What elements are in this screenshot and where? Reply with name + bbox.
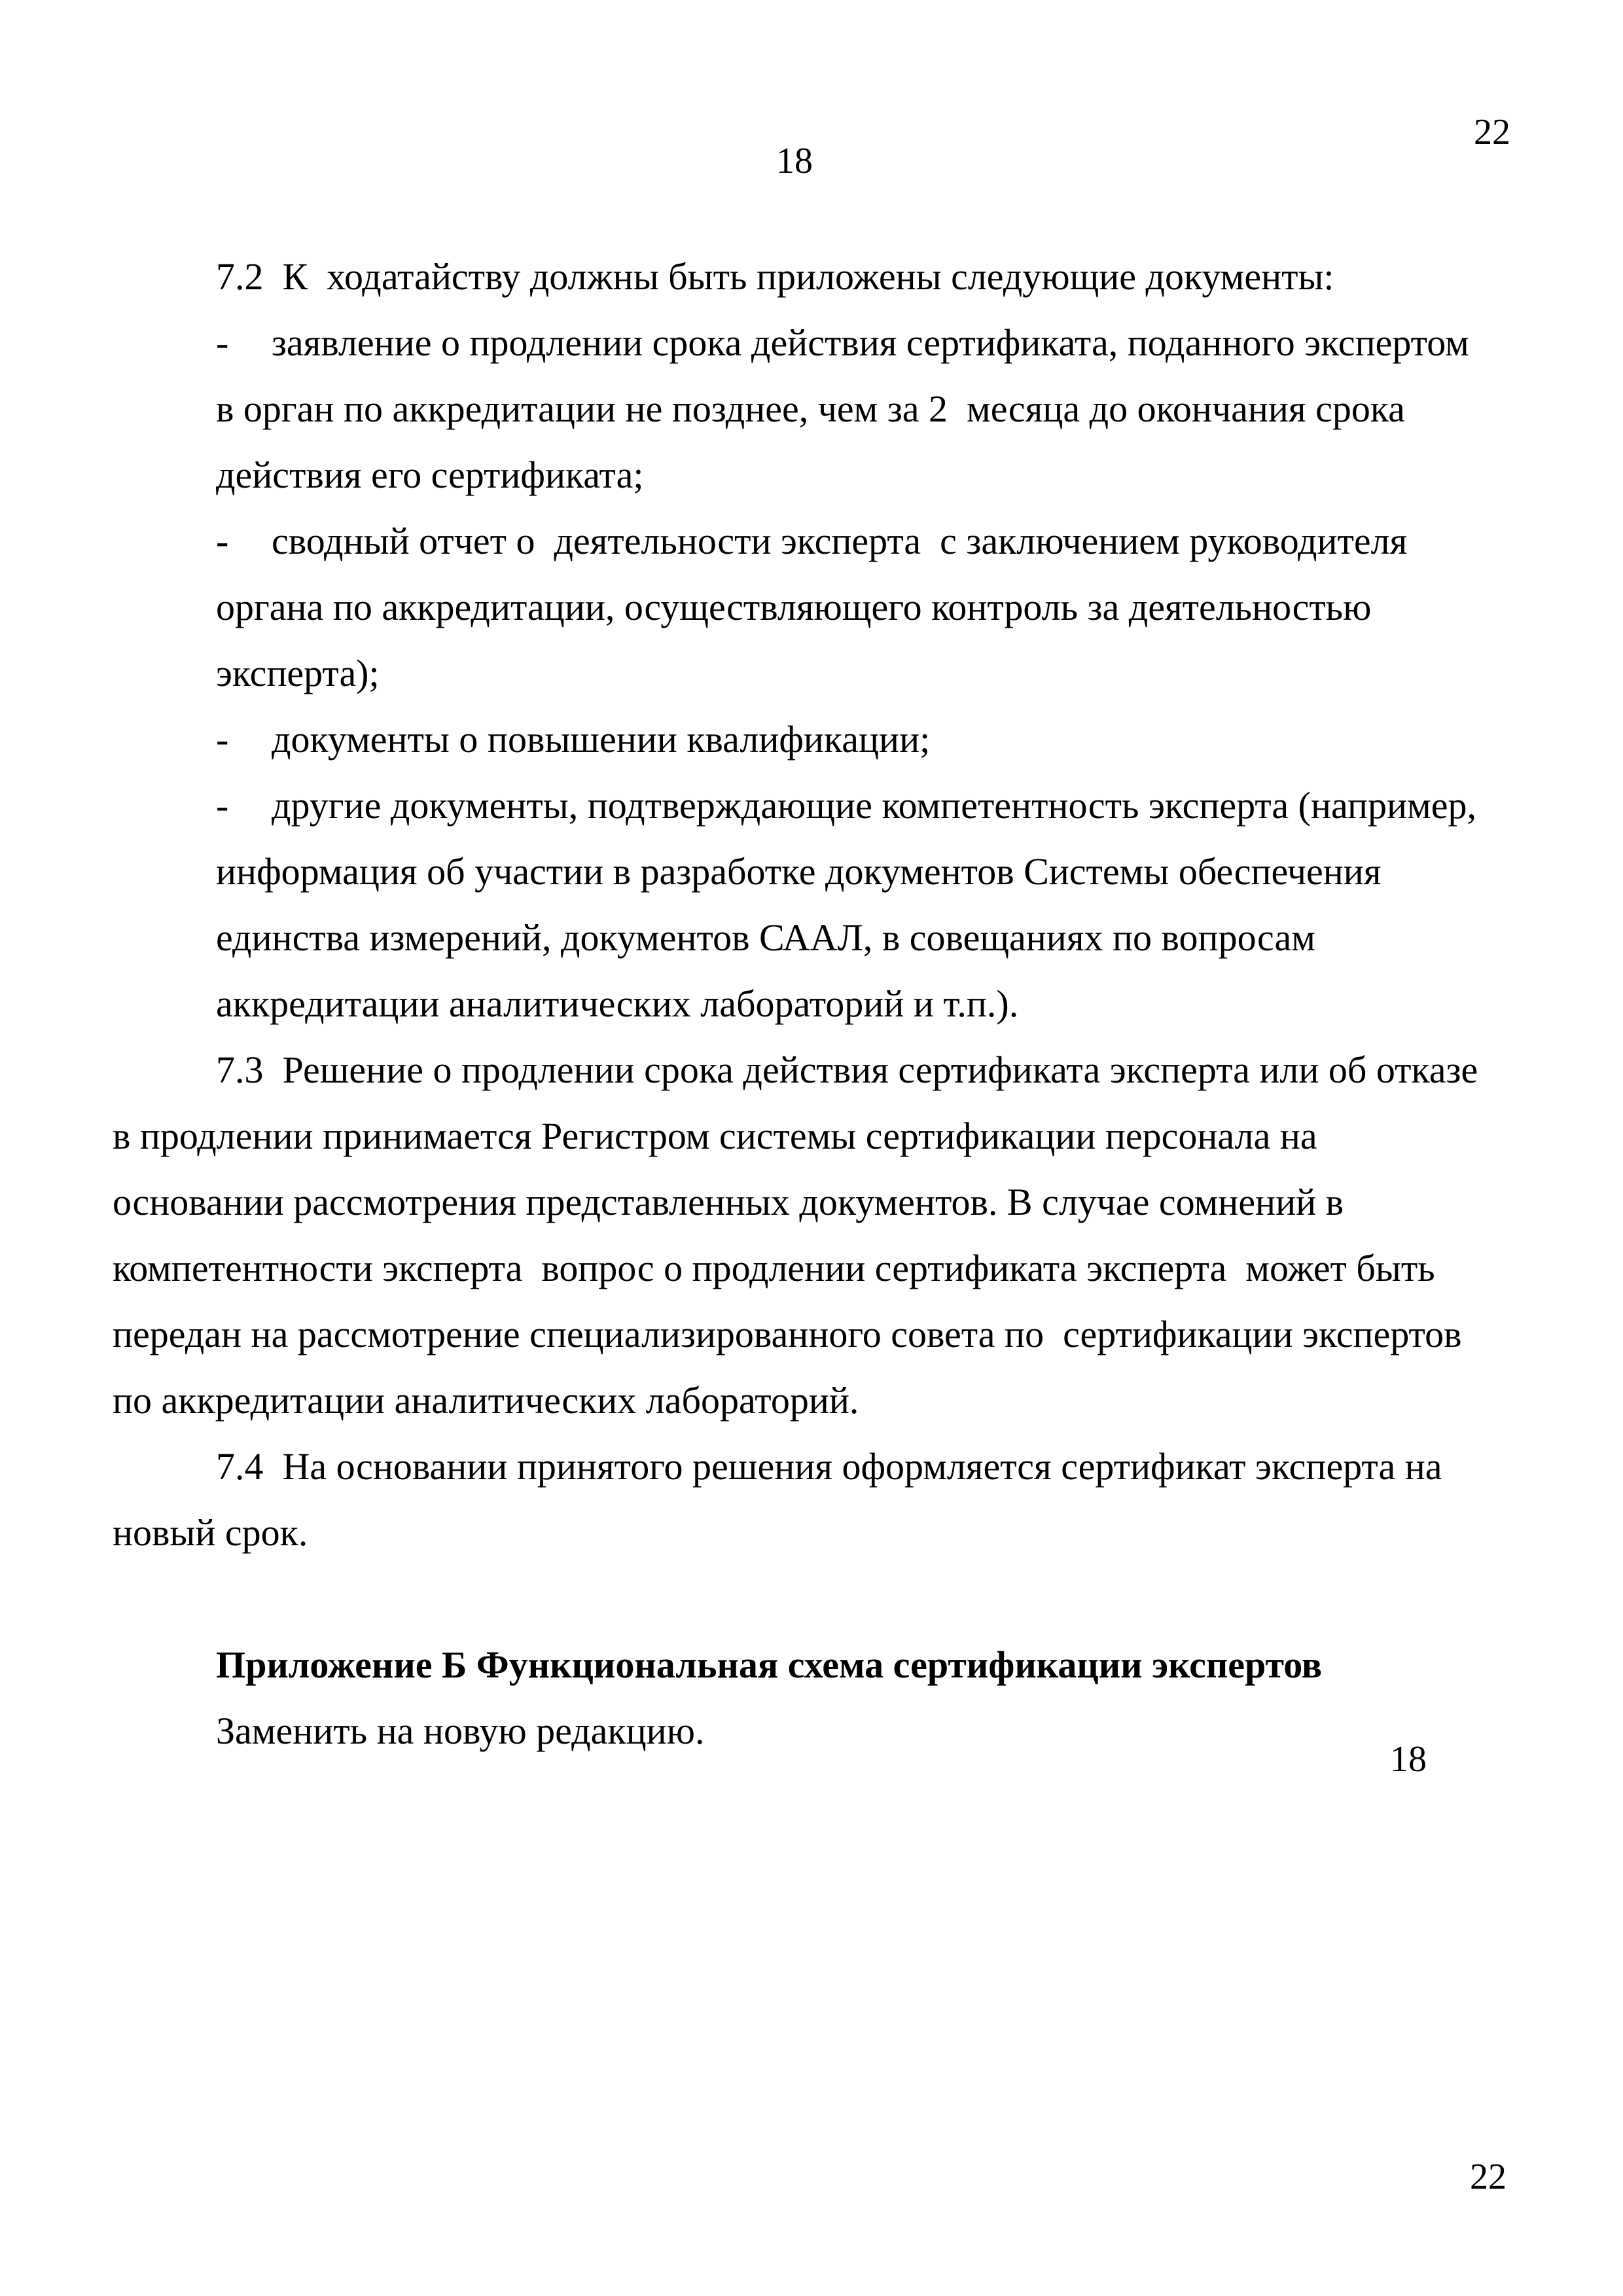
line-text: информация об участии в разработке документов Системы обеспечения (216, 850, 1382, 893)
bullet-dash: - (216, 520, 229, 562)
bullet-dash: - (216, 718, 229, 761)
text-line (0, 1566, 1623, 1632)
line-text: Заменить на новую редакцию. (216, 1710, 705, 1752)
bullet-dash: - (216, 321, 229, 364)
line-text: компетентности эксперта вопрос о продлении сертификата эксперта может быть (113, 1247, 1435, 1289)
text-line (0, 905, 1623, 971)
text-line (0, 971, 1623, 1037)
text-line (0, 1698, 1623, 1764)
text-line (0, 1037, 1623, 1103)
line-text: Приложение Б Функциональная схема сертификации экспертов (216, 1643, 1323, 1686)
text-line (0, 310, 1623, 376)
line-text: действия его сертификата; (216, 454, 644, 496)
text-line (0, 243, 1623, 310)
text-line (0, 508, 1623, 574)
line-text: основании рассмотрения представленных документов. В случае сомнений в (113, 1181, 1344, 1223)
line-text: эксперта); (216, 652, 380, 694)
text-line (0, 1103, 1623, 1169)
bullet-dash: - (216, 784, 229, 827)
text-line (0, 1433, 1623, 1499)
page-number-mid-right: 18 (1390, 1739, 1427, 1780)
text-line (0, 1301, 1623, 1367)
page-number-top-right: 22 (1474, 112, 1510, 152)
text-line (0, 574, 1623, 640)
line-text: 7.4 На основании принятого решения оформляется сертификат эксперта на (216, 1445, 1442, 1488)
text-line (0, 1632, 1623, 1698)
page-number-top-center: 18 (776, 141, 813, 181)
page-number-bottom-right: 22 (1470, 2157, 1507, 2197)
text-line (0, 376, 1623, 442)
line-text: 7.2 К ходатайству должны быть приложены следующие документы: (216, 255, 1334, 298)
text-line (0, 1367, 1623, 1433)
text-line (0, 1235, 1623, 1301)
line-text: передан на рассмотрение специализированного совета по сертификации экспертов (113, 1313, 1462, 1355)
line-text: единства измерений, документов СААЛ, в совещаниях по вопросам (216, 916, 1315, 959)
line-text: по аккредитации аналитических лабораторий. (113, 1379, 859, 1422)
text-line (0, 838, 1623, 905)
line-text: 7.3 Решение о продлении срока действия сертификата эксперта или об отказе (216, 1049, 1478, 1091)
line-text: заявление о продлении срока действия сертификата, поданного экспертом (272, 321, 1469, 364)
line-text: органа по аккредитации, осуществляющего контроль за деятельностью (216, 586, 1372, 628)
line-text: сводный отчет о деятельности эксперта с заключением руководителя (272, 520, 1408, 562)
text-line (0, 640, 1623, 706)
text-line (0, 1169, 1623, 1235)
text-line (0, 772, 1623, 838)
line-text: в орган по аккредитации не позднее, чем за 2 месяца до окончания срока (216, 387, 1405, 430)
text-line (0, 442, 1623, 508)
line-text: новый срок. (113, 1511, 308, 1554)
text-line (0, 1499, 1623, 1566)
text-line (0, 706, 1623, 772)
line-text: в продлении принимается Регистром системы сертификации персонала на (113, 1115, 1317, 1157)
line-text: аккредитации аналитических лабораторий и т.п.). (216, 982, 1019, 1025)
line-text: другие документы, подтверждающие компетентность эксперта (например, (272, 784, 1476, 827)
body-text (0, 243, 1623, 1764)
line-text: документы о повышении квалификации; (272, 718, 931, 761)
